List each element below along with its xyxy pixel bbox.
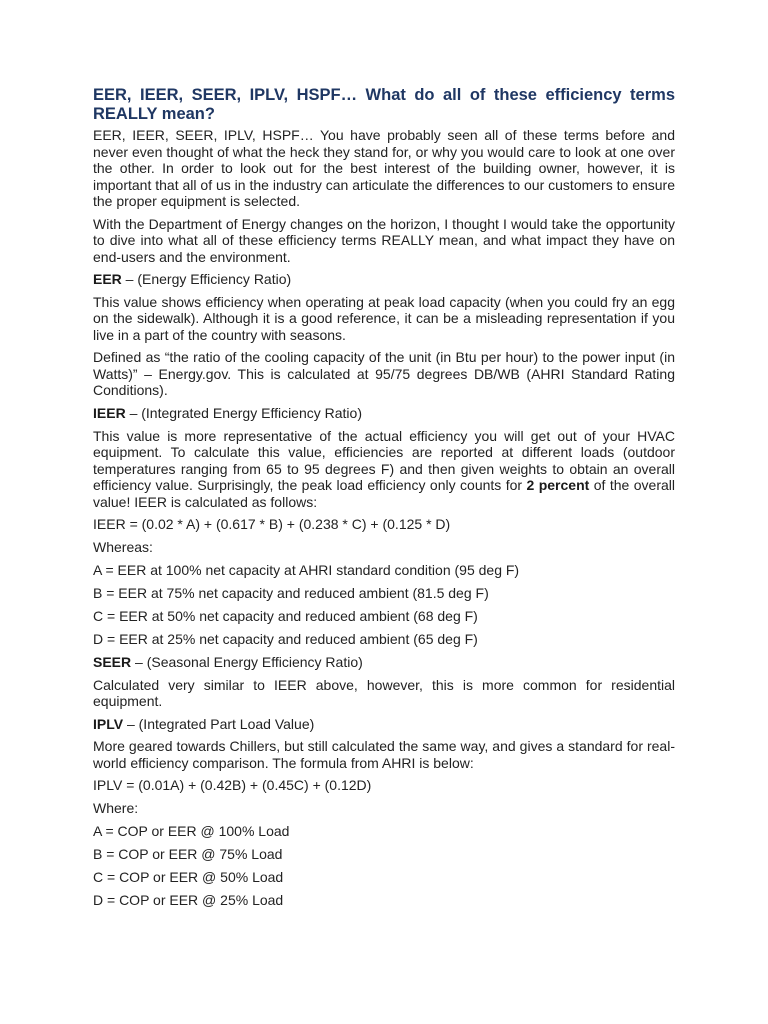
intro-paragraph-2: With the Department of Energy changes on the horizon, I thought I would take the opportunity to dive into what all of these efficiency terms REALLY mean, and what impact they have on end-users and the environment. (93, 215, 675, 265)
iplv-term: IPLV (93, 715, 124, 732)
ieer-whereas: Whereas: (93, 539, 153, 556)
iplv-where: Where: (93, 800, 139, 817)
iplv-formula: IPLV = (0.01A) + (0.42B) + (0.45C) + (0.12D) (93, 777, 372, 794)
eer-paragraph-1: This value shows efficiency when operating at peak load capacity (when you could fry an egg on the sidewalk). Although it is a good reference, it can be a misleading representation if you live in a part of the country with seasons. (93, 293, 675, 343)
ieer-variable-d: D = EER at 25% net capacity and reduced ambient (65 deg F) (93, 630, 478, 647)
seer-paragraph: Calculated very similar to IEER above, however, this is more common for residential equipment. (93, 676, 675, 710)
ieer-formula: IEER = (0.02 * A) + (0.617 * B) + (0.238 * C) + (0.125 * D) (93, 516, 451, 533)
ieer-variable-c: C = EER at 50% net capacity and reduced ambient (68 deg F) (93, 607, 478, 624)
iplv-paragraph: More geared towards Chillers, but still calculated the same way, and gives a standard for real-world efficiency comparison. The formula from AHRI is below: (93, 738, 675, 771)
iplv-definition: – (Integrated Part Load Value) (123, 715, 315, 732)
eer-definition: – (Energy Efficiency Ratio) (121, 271, 292, 287)
iplv-variable-d: D = COP or EER @ 25% Load (93, 891, 284, 908)
seer-term: SEER (93, 653, 132, 670)
iplv-variable-b: B = COP or EER @ 75% Load (93, 846, 283, 863)
eer-heading (93, 271, 675, 288)
ieer-paragraph-text-2: of the overall value! IEER is calculated as follows: (93, 477, 675, 510)
iplv-heading (93, 716, 675, 733)
ieer-paragraph-text-1: This value is more representative of the actual efficiency you will get out of your HVAC equipment. To calculate this value, efficiencies are reported at different loads (outdoor temperatures ranging from 65 to 95 degrees F) and then given weights to obtain an overall efficiency value. Surprisingly, the peak load efficiency only counts for (93, 427, 675, 494)
eer-paragraph-2: Defined as “the ratio of the cooling capacity of the unit (in Btu per hour) to the power input (in Watts)” – Energy.gov. This is calculated at 95/75 degrees DB/WB (AHRI Standard Rating Conditions). (93, 349, 675, 399)
ieer-variable-a: A = EER at 100% net capacity at AHRI standard condition (95 deg F) (93, 562, 520, 579)
eer-term: EER (93, 271, 122, 287)
ieer-heading (93, 405, 675, 422)
ieer-variable-b: B = EER at 75% net capacity and reduced ambient (81.5 deg F) (93, 584, 489, 601)
document-title: EER, IEER, SEER, IPLV, HSPF… What do all of these efficiency terms REALLY mean? (93, 86, 675, 123)
document-page (93, 86, 675, 915)
ieer-paragraph-emphasis: 2 percent (526, 477, 590, 494)
ieer-definition: – (Integrated Energy Efficiency Ratio) (125, 404, 362, 421)
seer-heading (93, 654, 675, 671)
intro-paragraph-1: EER, IEER, SEER, IPLV, HSPF… You have probably seen all of these terms before and never even thought of what the heck they stand for, or why you would care to look at one over the other. In order to look out for the best interest of the building owner, however, it is important that all of us in the industry can articulate the differences to our customers to ensure the proper equipment is selected. (93, 127, 675, 209)
ieer-paragraph (93, 428, 675, 511)
iplv-variable-c: C = COP or EER @ 50% Load (93, 868, 284, 885)
ieer-term: IEER (93, 404, 126, 421)
seer-definition: – (Seasonal Energy Efficiency Ratio) (131, 653, 363, 670)
iplv-variable-a: A = COP or EER @ 100% Load (93, 823, 290, 840)
